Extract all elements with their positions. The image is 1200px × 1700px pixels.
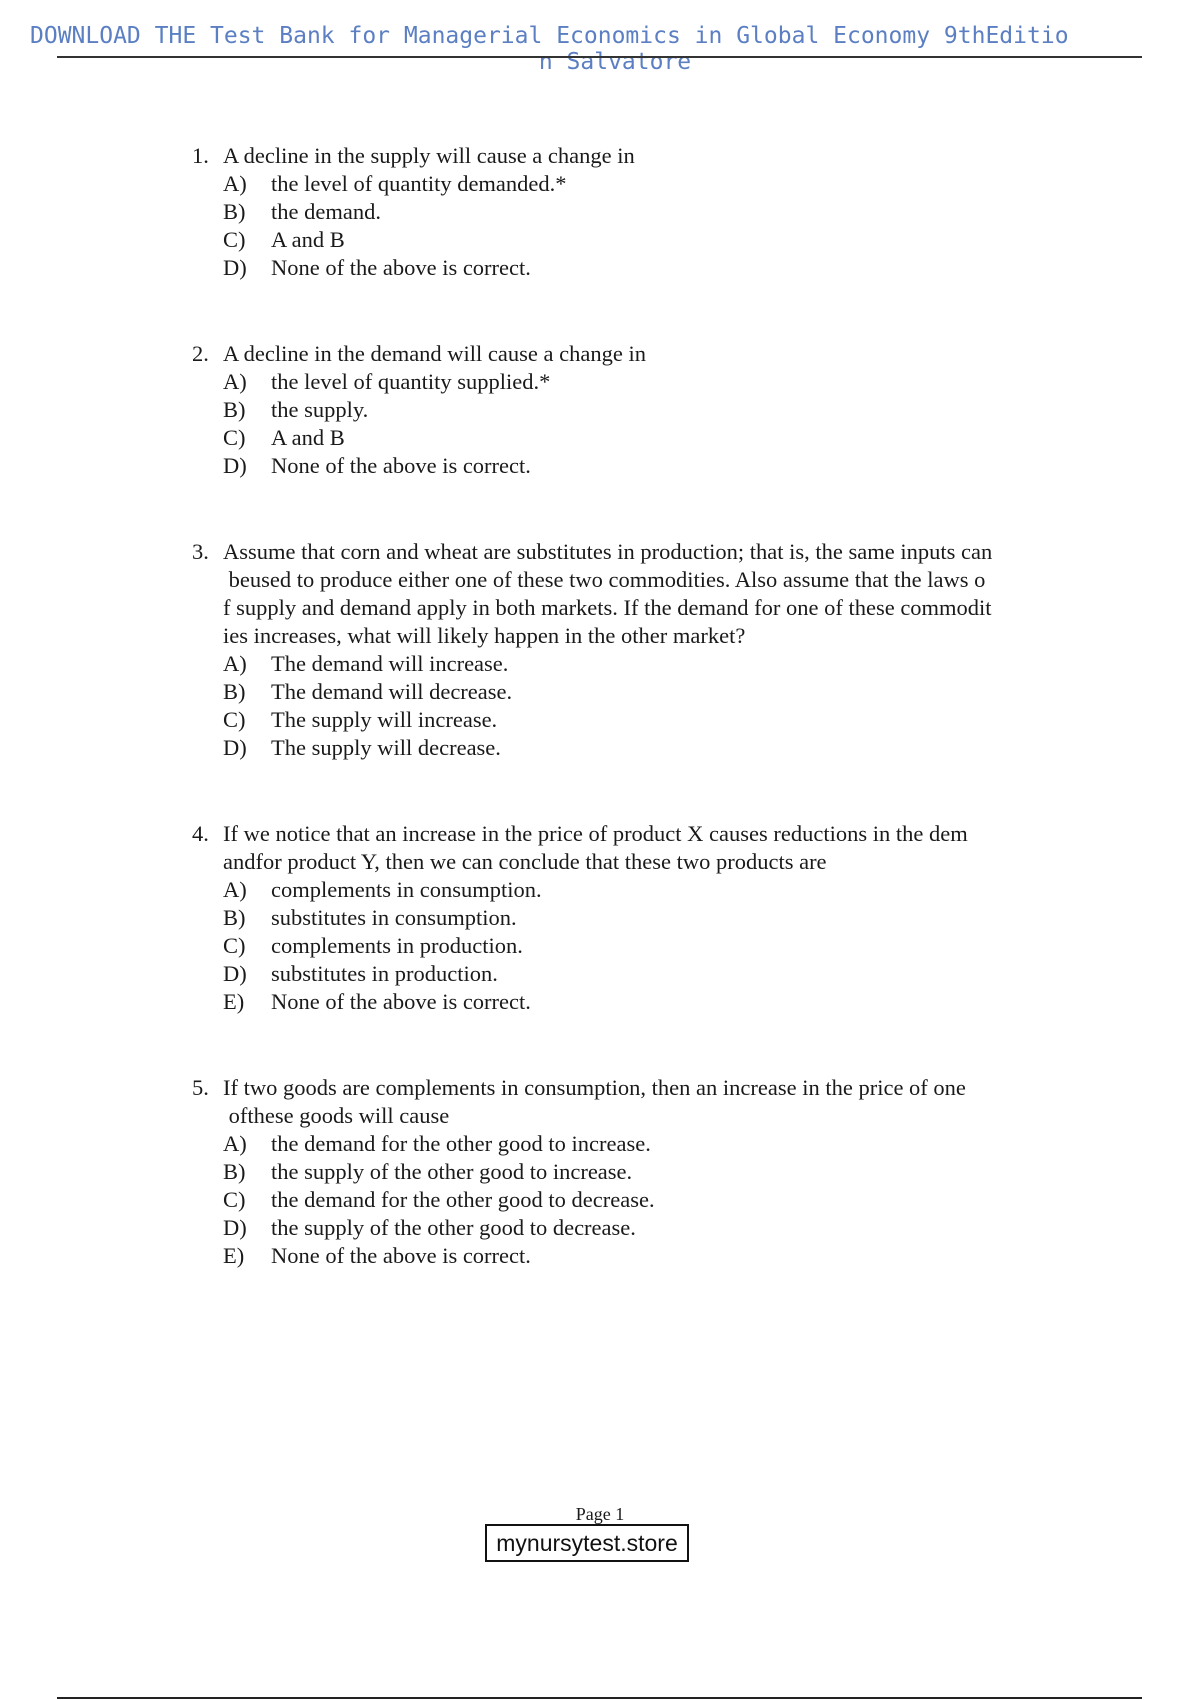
option-d xyxy=(223,452,1082,480)
option-b xyxy=(223,1158,1082,1186)
option-text: the demand for the other good to increase. xyxy=(271,1131,651,1156)
option-letter: D) xyxy=(223,735,247,760)
page-number: Page 1 xyxy=(575,1504,625,1524)
option-e xyxy=(223,988,1082,1016)
header-line-2: n Salvatore xyxy=(538,49,692,75)
option-text: None of the above is correct. xyxy=(271,1243,531,1268)
option-c xyxy=(223,1186,1082,1214)
option-text: A and B xyxy=(271,425,345,450)
option-text: the demand for the other good to decrease. xyxy=(271,1187,655,1212)
option-a xyxy=(223,1130,1082,1158)
option-letter: A) xyxy=(223,369,247,394)
option-text: None of the above is correct. xyxy=(271,989,531,1014)
question-5 xyxy=(192,1074,1082,1270)
option-text: complements in consumption. xyxy=(271,877,542,902)
option-letter: A) xyxy=(223,171,247,196)
option-c xyxy=(223,706,1082,734)
question-text xyxy=(223,1074,1082,1130)
option-c xyxy=(223,932,1082,960)
question-number: 4. xyxy=(192,821,209,846)
download-header-link[interactable] xyxy=(30,22,1200,76)
question-stem xyxy=(192,820,1082,876)
option-text: The supply will decrease. xyxy=(271,735,501,760)
option-letter: C) xyxy=(223,933,246,958)
option-text: The demand will decrease. xyxy=(271,679,513,704)
option-list xyxy=(192,876,1082,1016)
option-letter: B) xyxy=(223,199,246,224)
option-a xyxy=(223,650,1082,678)
option-text: The demand will increase. xyxy=(271,651,509,676)
option-text: the level of quantity demanded.* xyxy=(271,171,567,196)
question-number: 5. xyxy=(192,1075,209,1100)
option-a xyxy=(223,368,1082,396)
option-b xyxy=(223,396,1082,424)
option-letter: B) xyxy=(223,1159,246,1184)
option-text: the demand. xyxy=(271,199,381,224)
question-text xyxy=(223,538,1082,650)
header-line-1: DOWNLOAD THE Test Bank for Managerial Economics in Global Economy 9thEditio xyxy=(30,23,1069,49)
option-letter: D) xyxy=(223,961,247,986)
question-2 xyxy=(192,340,1082,480)
option-c xyxy=(223,226,1082,254)
option-text: substitutes in production. xyxy=(271,961,498,986)
stem-line: ofthese goods will cause xyxy=(223,1103,450,1128)
option-c xyxy=(223,424,1082,452)
option-d xyxy=(223,1214,1082,1242)
option-letter: A) xyxy=(223,651,247,676)
option-letter: D) xyxy=(223,1215,247,1240)
option-text: None of the above is correct. xyxy=(271,255,531,280)
stem-line: beused to produce either one of these two commodities. Also assume that the laws o xyxy=(223,567,986,592)
option-d xyxy=(223,254,1082,282)
option-text: the supply of the other good to increase. xyxy=(271,1159,633,1184)
option-letter: C) xyxy=(223,1187,246,1212)
option-letter: E) xyxy=(223,1243,245,1268)
option-a xyxy=(223,170,1082,198)
option-text: complements in production. xyxy=(271,933,523,958)
option-list xyxy=(192,170,1082,282)
option-list xyxy=(192,1130,1082,1270)
option-letter: B) xyxy=(223,397,246,422)
question-stem xyxy=(192,142,1082,170)
option-b xyxy=(223,678,1082,706)
footer-rule xyxy=(57,1697,1142,1699)
question-4 xyxy=(192,820,1082,1016)
option-list xyxy=(192,368,1082,480)
option-text: None of the above is correct. xyxy=(271,453,531,478)
question-stem xyxy=(192,340,1082,368)
header-underline xyxy=(57,56,1142,58)
option-text: substitutes in consumption. xyxy=(271,905,517,930)
option-letter: B) xyxy=(223,679,246,704)
stem-line: ies increases, what will likely happen in the other market? xyxy=(223,623,746,648)
question-text: A decline in the supply will cause a change in xyxy=(223,143,635,168)
question-number: 3. xyxy=(192,539,209,564)
option-text: the level of quantity supplied.* xyxy=(271,369,551,394)
option-letter: C) xyxy=(223,227,246,252)
option-letter: A) xyxy=(223,1131,247,1156)
question-text: A decline in the demand will cause a change in xyxy=(223,341,646,366)
option-letter: D) xyxy=(223,255,247,280)
question-1 xyxy=(192,142,1082,282)
option-e xyxy=(223,1242,1082,1270)
question-number: 1. xyxy=(192,143,209,168)
option-text: the supply. xyxy=(271,397,369,422)
option-a xyxy=(223,876,1082,904)
stem-line: f supply and demand apply in both markets. If the demand for one of these commodit xyxy=(223,595,992,620)
option-text: the supply of the other good to decrease. xyxy=(271,1215,636,1240)
option-letter: D) xyxy=(223,453,247,478)
option-list xyxy=(192,650,1082,762)
question-text xyxy=(223,820,1082,876)
option-b xyxy=(223,198,1082,226)
option-letter: A) xyxy=(223,877,247,902)
option-letter: C) xyxy=(223,425,246,450)
site-link-badge[interactable]: mynursytest.store xyxy=(485,1524,689,1562)
stem-line: andfor product Y, then we can conclude that these two products are xyxy=(223,849,827,874)
option-text: The supply will increase. xyxy=(271,707,498,732)
question-stem xyxy=(192,538,1082,650)
question-3 xyxy=(192,538,1082,762)
option-b xyxy=(223,904,1082,932)
option-letter: C) xyxy=(223,707,246,732)
question-list xyxy=(192,142,1082,1270)
stem-line: If two goods are complements in consumption, then an increase in the price of one xyxy=(223,1075,966,1100)
option-text: A and B xyxy=(271,227,345,252)
option-letter: E) xyxy=(223,989,245,1014)
question-stem xyxy=(192,1074,1082,1130)
question-number: 2. xyxy=(192,341,209,366)
option-d xyxy=(223,960,1082,988)
stem-line: If we notice that an increase in the price of product X causes reductions in the dem xyxy=(223,821,968,846)
option-letter: B) xyxy=(223,905,246,930)
stem-line: Assume that corn and wheat are substitutes in production; that is, the same inputs can xyxy=(223,539,993,564)
option-d xyxy=(223,734,1082,762)
